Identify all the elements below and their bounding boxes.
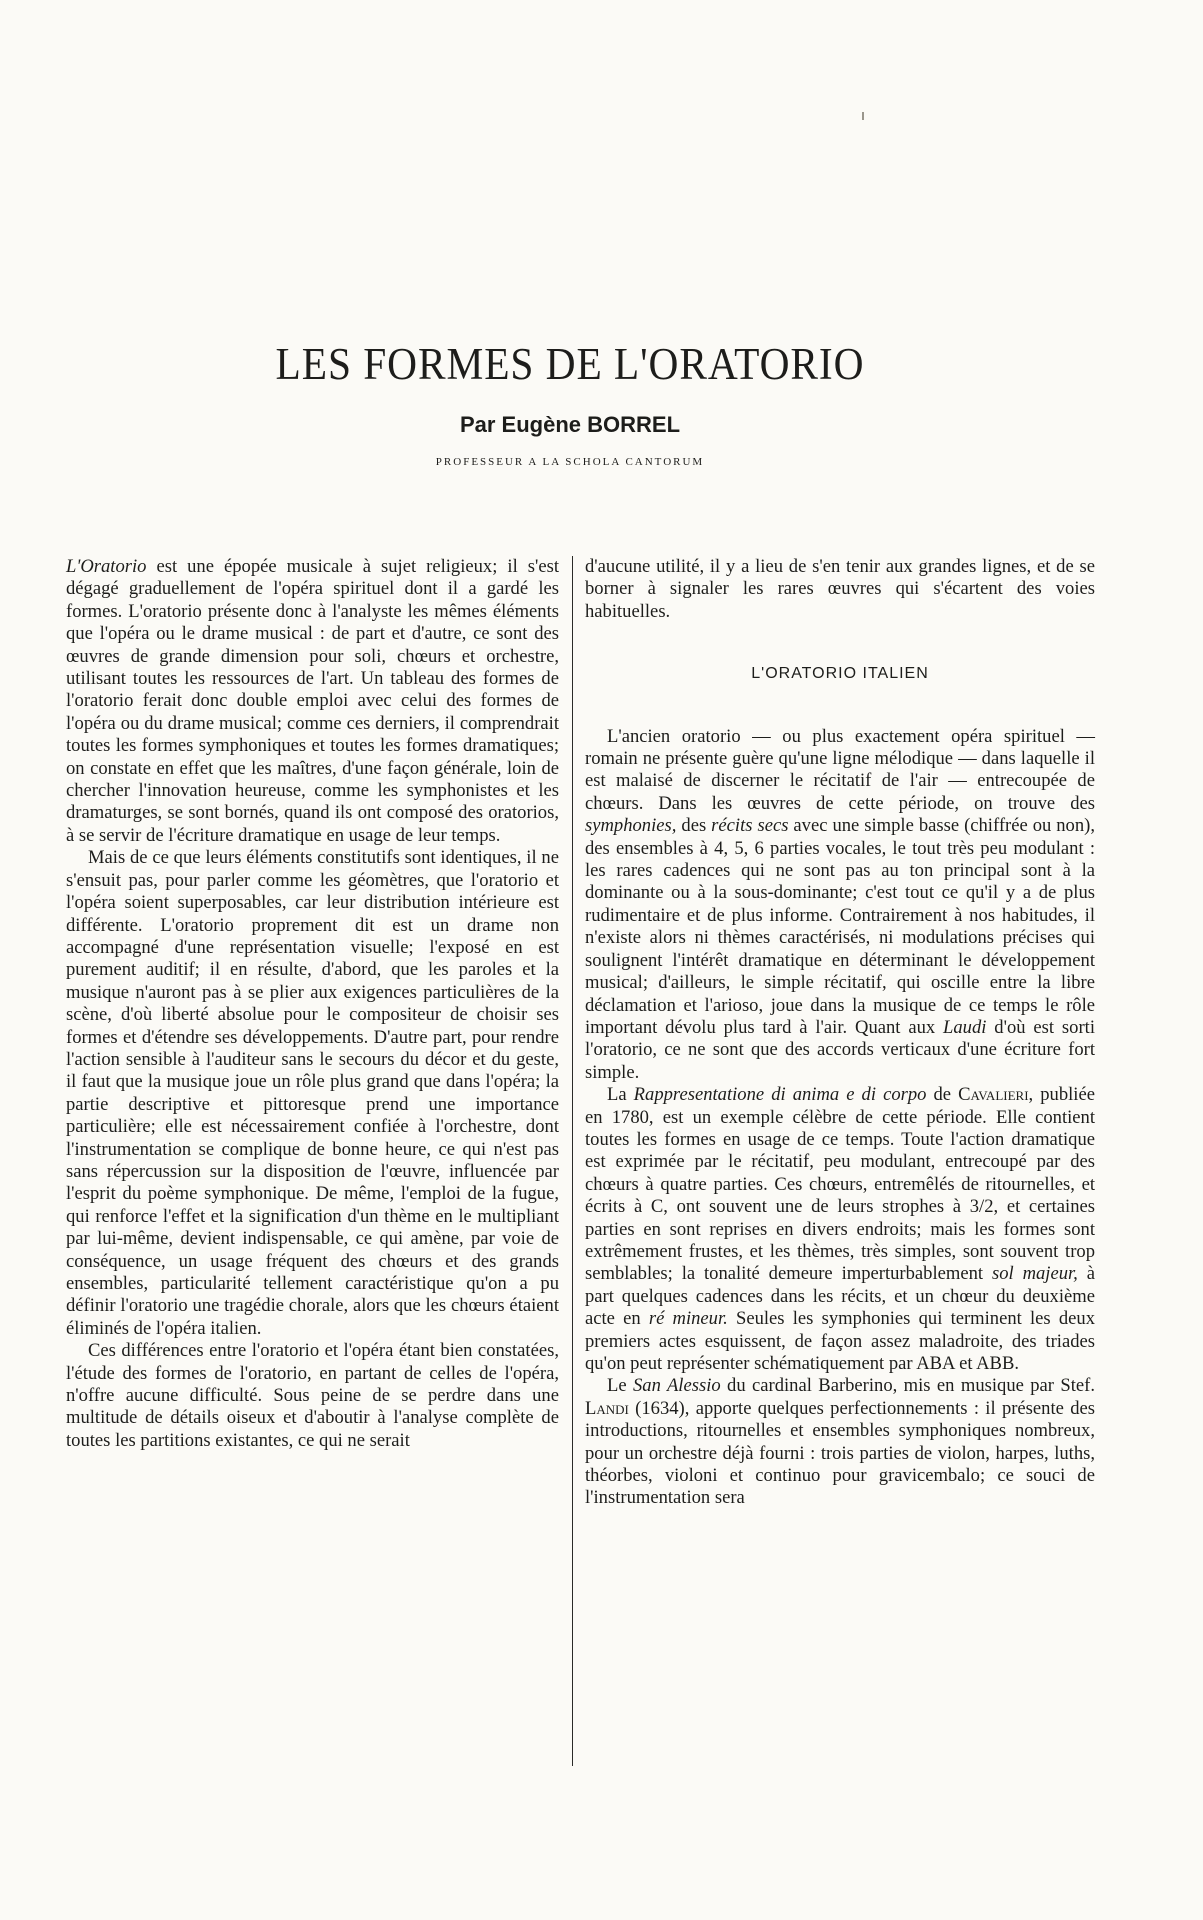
text-run: Le	[607, 1375, 633, 1397]
left-column	[66, 556, 559, 1452]
text-run: avec une simple basse (chiffrée ou non), des ensembles à 4, 5, 6 parties vocales, le tout très peu modulant : les rares cadences qui ne sont pas au ton principal sont à la dominante ou à la sous-dominante; c'est tout ce qu'il y a de plus rudimentaire et de plus informe. Contrairement à nos habitudes, il n'existe alors ni thèmes caractérisés, ni modulations précises qui soulignent l'intérêt dramatique en déterminant le développement musical; d'ailleurs, le simple récitatif, qui oscille entre la libre déclamation et l'arioso, joue dans la musique de ce temps le rôle important dévolu plus tard à l'air. Quant aux	[585, 815, 1095, 1038]
paragraph: d'aucune utilité, il y a lieu de s'en tenir aux grandes lignes, et de se borner à signaler les rares œuvres qui s'écartent des voies habituelles.	[585, 556, 1095, 622]
paragraph	[66, 556, 559, 847]
paper-speck	[862, 112, 864, 120]
text-run: La	[607, 1084, 634, 1106]
text-run: de	[926, 1084, 959, 1106]
small-caps-name: Cavalieri	[958, 1084, 1029, 1106]
italic-term: Laudi	[943, 1016, 987, 1038]
italic-term: récits secs	[711, 815, 789, 837]
text-run: est une épopée musicale à sujet religieux; il s'est dégagé graduellement de l'opéra spirituel dont il a gardé les formes. L'oratorio présente donc à l'analyste les mêmes éléments que l'opéra ou le drame musical : de part et d'autre, ce sont des œuvres de grande dimension pour soli, chœurs et orchestre, utilisant toutes les ressources de l'art. Un tableau des formes de l'oratorio ferait donc double emploi avec celui des formes de l'opéra ou du drame musical; comme ces derniers, il comprendrait toutes les formes symphoniques et toutes les formes dramatiques; on constate en effet que les maîtres, d'une façon générale, loin de chercher l'innovation heureuse, comme les symphonistes et les dramaturges, se sont bornés, quand ils ont composé des oratorios, à se servir de l'écriture dramatique en usage de leur temps.	[66, 556, 559, 846]
paragraph: Mais de ce que leurs éléments constitutifs sont identiques, il ne s'ensuit pas, pour parler comme les géomètres, que l'oratorio et l'opéra soient superposables, car leur distribution intérieure est différente. L'oratorio proprement dit est un drame non accompagné d'une représentation visuelle; l'exposé en est purement auditif; il en résulte, d'abord, que les paroles et la musique n'auront pas à se plier aux exigences particulières de la scène, d'où liberté absolue pour le compositeur de choisir ses formes et d'étendre ses développements. D'autre part, pour rendre l'action sensible à l'auditeur sans le secours du décor et du geste, il faut que la musique joue un rôle plus grand que dans l'opéra; la partie descriptive et pittoresque prend une importance particulière; elle est nécessairement confiée à l'orchestre, dont l'instrumentation se complique de bonne heure, ce qui n'est pas sans répercussion sur la disposition de l'œuvre, influencée par l'esprit du poème symphonique. De même, l'emploi de la fugue, qui renforce l'effet et la signification d'un thème en le multipliant par lui-même, devient indispensable, ce qui amène, par voie de conséquence, un usage fréquent des chœurs et des grands ensembles, particularité tellement caractéristique qu'on a pu définir l'oratorio une tragédie chorale, alors que les chœurs étaient éliminés de l'opéra italien.	[66, 847, 559, 1339]
author-affiliation: PROFESSEUR A LA SCHOLA CANTORUM	[435, 456, 705, 468]
small-caps-name: Landi	[585, 1397, 629, 1419]
italic-term: Rappresentatione di anima e di corpo	[633, 1084, 927, 1106]
column-divider	[572, 556, 573, 1766]
text-run: à part quelques cadences dans les récits, et un chœur du deuxième acte en	[585, 1263, 1095, 1330]
italic-term: San Alessio	[633, 1375, 721, 1397]
italic-term: L'Oratorio	[66, 556, 147, 577]
text-run: des	[676, 815, 712, 837]
text-run: d'où est sorti l'oratorio, ce ne sont que des accords verticaux d'une écriture fort simple.	[585, 1016, 1095, 1083]
text-run: , publiée en 1780, est un exemple célèbre de cette période. Elle contient toutes les formes en usage de ce temps. Toute l'action dramatique est exprimée par le récitatif, peu modulant, entrecoupé par des chœurs à quatre parties. Ces chœurs, entremêlés de ritournelles, et écrits à C, ont souvent une de leurs strophes à 3/2, et certaines parties en sont reprises en divers endroits; mais les formes sont extrêmement frustes, et les thèmes, très simples, sont souvent trop semblables; la tonalité demeure imperturbablement	[585, 1084, 1095, 1285]
article-author: Par Eugène BORREL	[459, 412, 681, 437]
text-run: L'ancien oratorio — ou plus exactement opéra spirituel — romain ne présente guère qu'une ligne mélodique — dans laquelle il est malaisé de discerner le récitatif de l'air — entrecoupée de chœurs. Dans les œuvres de cette période, on trouve des	[585, 725, 1095, 814]
article-title: LES FORMES DE L'ORATORIO	[275, 339, 865, 389]
italic-term: ré mineur.	[648, 1308, 728, 1330]
italic-term: symphonies,	[585, 815, 677, 837]
paragraph	[585, 726, 1095, 1085]
section-heading: L'ORATORIO ITALIEN	[751, 665, 929, 683]
paragraph	[585, 1084, 1095, 1375]
right-column	[585, 556, 1095, 1510]
text-run: Seules les symphonies qui terminent les deux premiers actes esquissent, de façon assez maladroite, des triades qu'on peut représenter schématiquement par ABA et ABB.	[585, 1308, 1095, 1374]
paragraph	[585, 1375, 1095, 1509]
paragraph: Ces différences entre l'oratorio et l'opéra étant bien constatées, l'étude des formes de l'oratorio, en partant de celles de l'opéra, n'offre aucune difficulté. Sous peine de se perdre dans une multitude de détails oiseux et d'aboutir à l'analyse complète de toutes les partitions existantes, ce qui ne serait	[66, 1340, 559, 1451]
italic-term: sol majeur,	[991, 1263, 1078, 1285]
text-run: du cardinal Barberino, mis en musique par Stef.	[720, 1375, 1095, 1397]
text-run: (1634), apporte quelques perfectionnements : il présente des introductions, ritournelles et ensembles symphoniques nombreux, pour un orchestre déjà fourni : trois parties de violon, harpes, luths, théorbes, violoni et continuo pour gravicembalo; ce souci de l'instrumentation sera	[585, 1397, 1095, 1509]
